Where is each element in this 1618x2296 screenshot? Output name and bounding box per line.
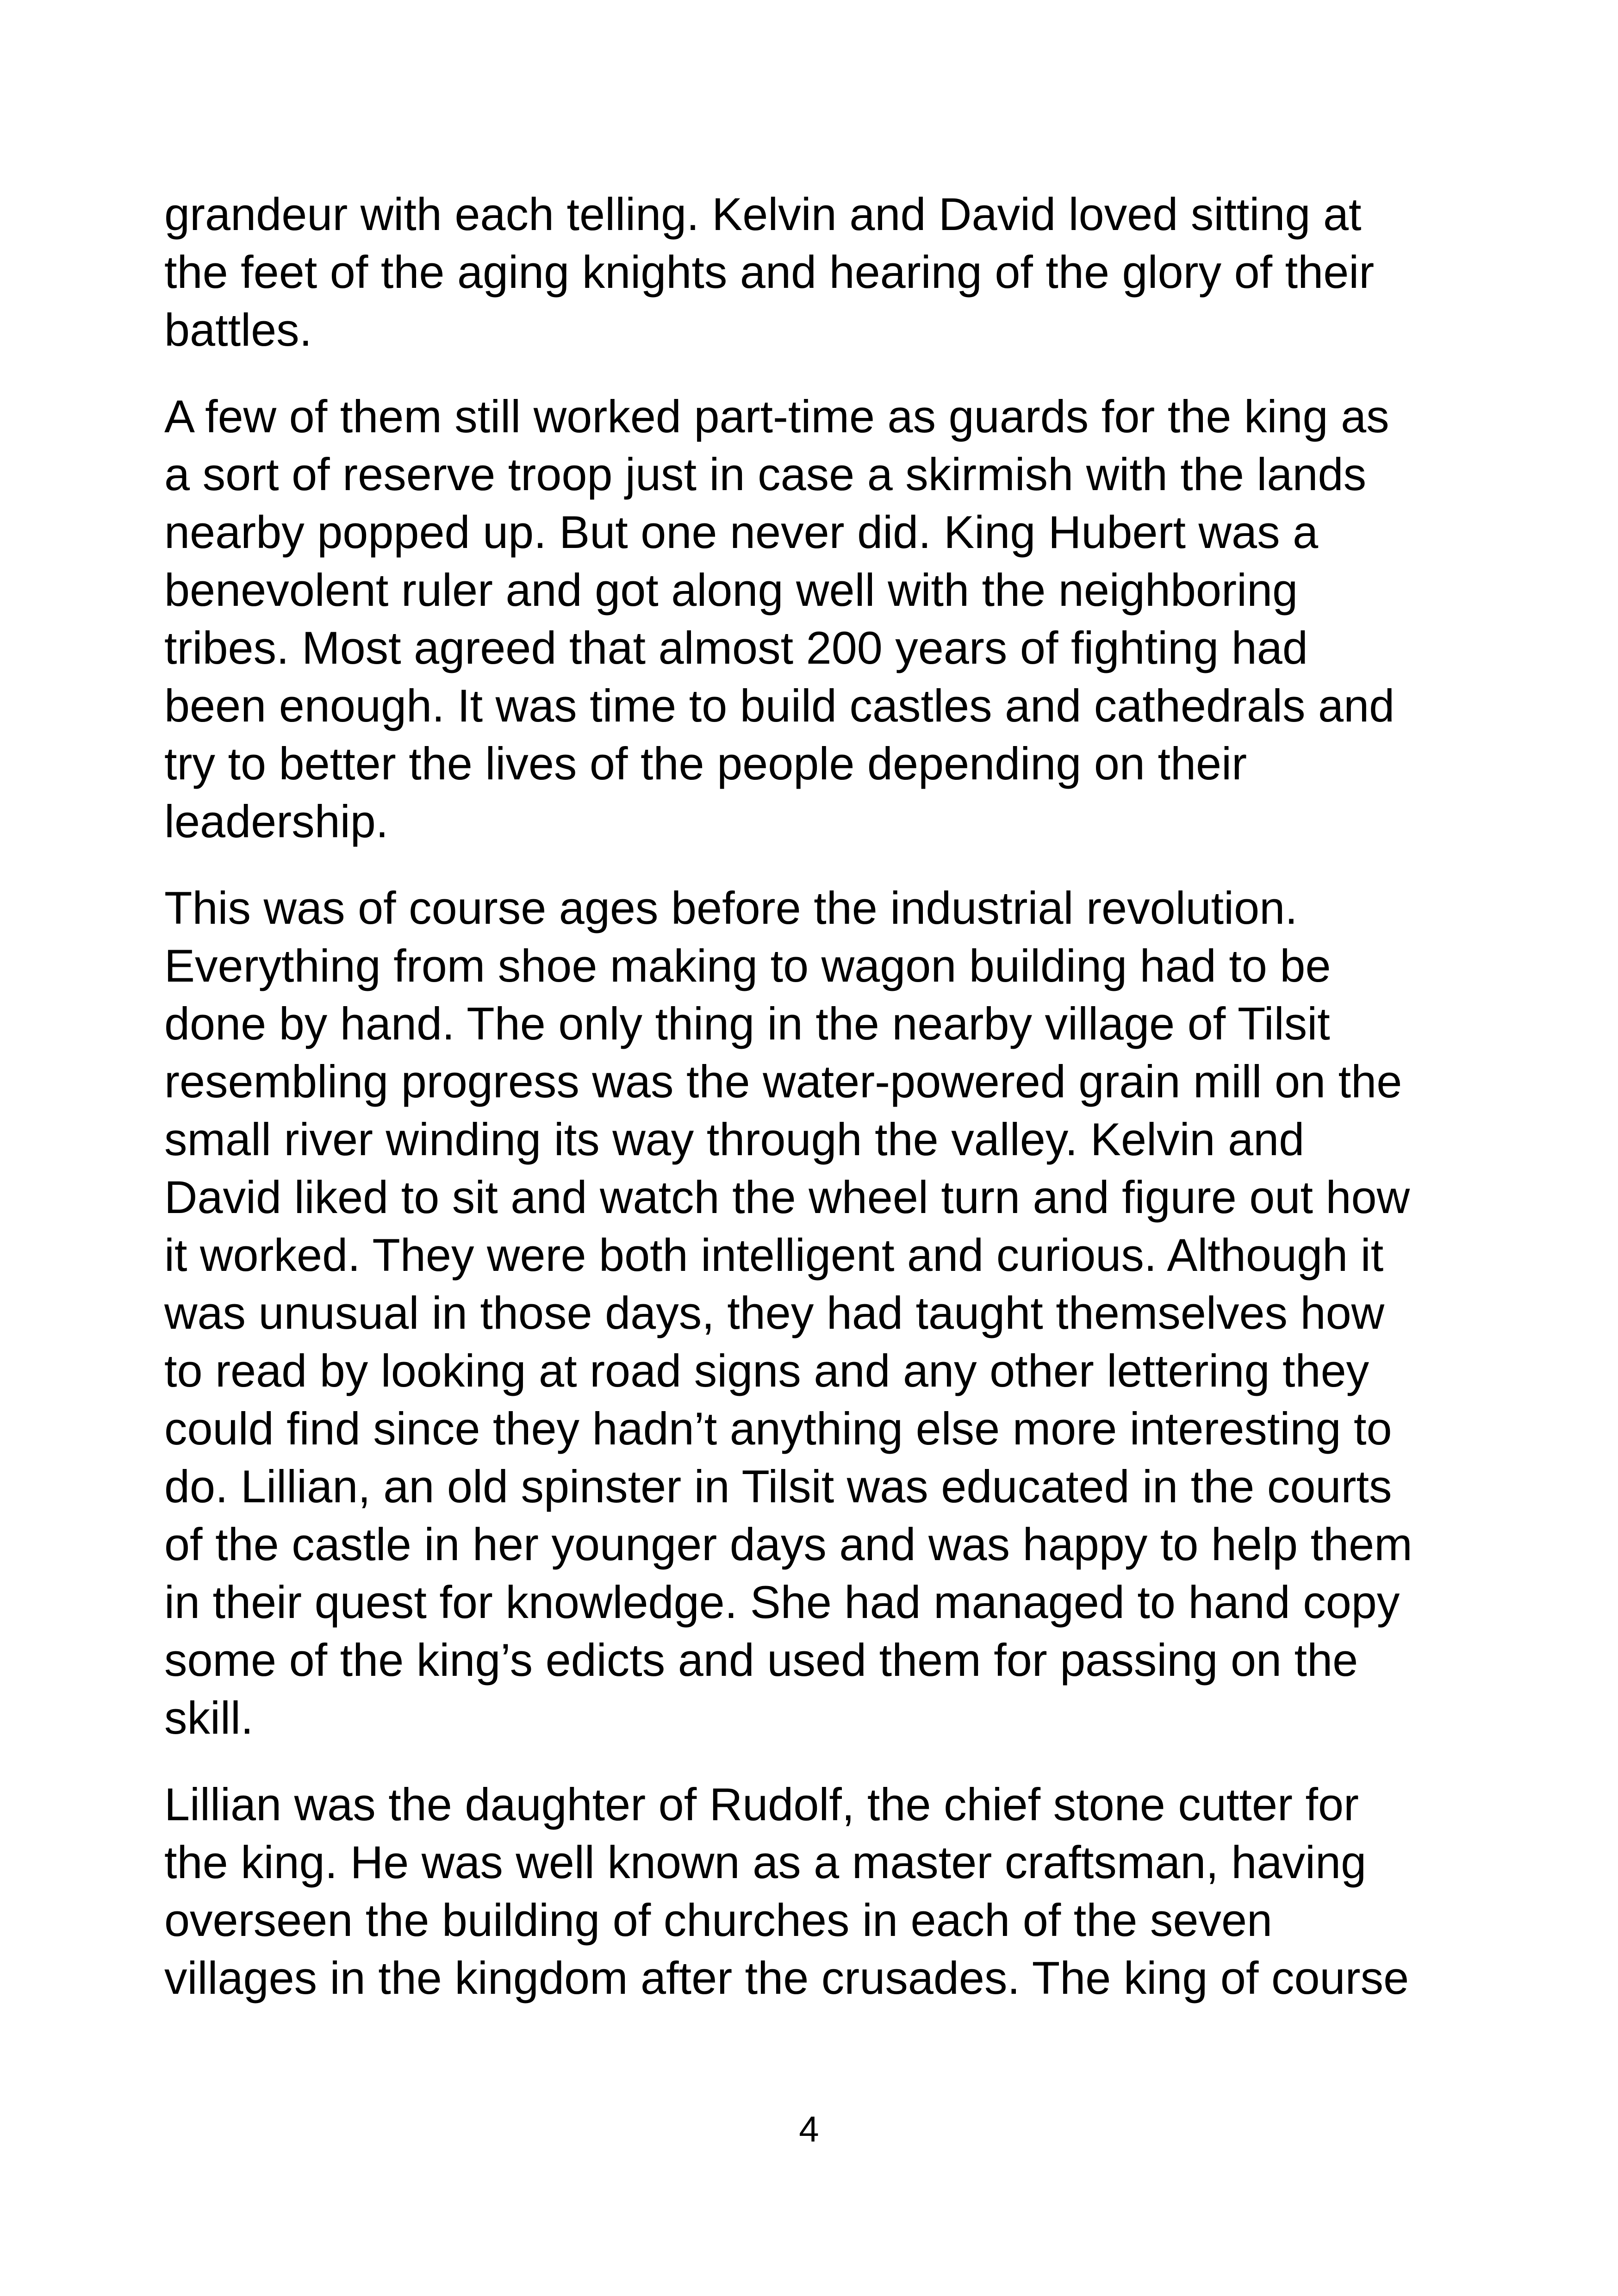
paragraph-1: grandeur with each telling. Kelvin and David loved sitting at the feet of the aging knights and hearing of the glory of their battles. [164, 188, 1375, 355]
paragraph-2: A few of them still worked part-time as guards for the king as a sort of reserve troop just in case a skirmish with the lands nearby popped up. But one never did. King Hubert was a benevolent ruler and got along well with the neighboring tribes. Most agreed that almost 200 years of fighting had been enough. It was time to build castles and cathedrals and try to better the lives of the people depending on their leadership. [164, 391, 1395, 847]
body-text [164, 185, 1451, 2035]
paragraph-4: Lillian was the daughter of Rudolf, the chief stone cutter for the king. He was well known as a master craftsman, having overseen the building of churches in each of the seven villages in the kingdom after the crusades. The king of course [164, 1779, 1409, 2004]
paragraph-3: This was of course ages before the industrial revolution. Everything from shoe making to wagon building had to be done by hand. The only thing in the nearby village of Tilsit resembling progress was the water-powered grain mill on the small river winding its way through the valley. Kelvin and David liked to sit and watch the wheel turn and figure out how it worked. They were both intelligent and curious. Although it was unusual in those days, they had taught themselves how to read by looking at road signs and any other lettering they could find since they hadn’t anything else more interesting to do. Lillian, an old spinster in Tilsit was educated in the courts of the castle in her younger days and was happy to help them in their quest for knowledge. She had managed to hand copy some of the king’s edicts and used them for passing on the skill. [164, 882, 1413, 1743]
page-number: 4 [799, 2109, 819, 2149]
